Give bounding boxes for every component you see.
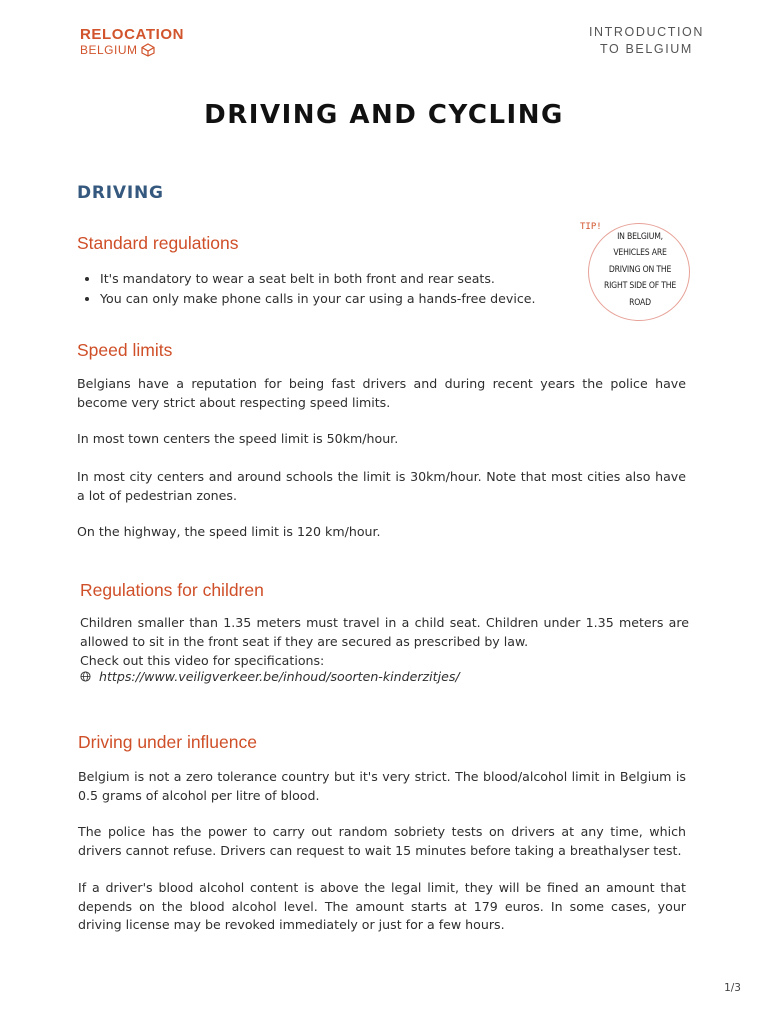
logo-top-text: RELOCATION xyxy=(80,26,185,43)
children-heading: Regulations for children xyxy=(80,580,264,600)
page-number: 1/3 xyxy=(724,982,741,994)
speed-limits-heading: Speed limits xyxy=(77,340,173,360)
speed-limits-paragraph: Belgians have a reputation for being fast drivers and during recent years the police have become very strict about respecting speed limits. xyxy=(77,376,686,410)
logo-cube-icon xyxy=(141,43,155,57)
influence-paragraph: If a driver's blood alcohol content is above the legal limit, they will be fined an amount that depends on the blood alcohol level. The amount starts at 179 euros. In some cases, your driving license may be revoked immediately or just for a few hours. xyxy=(78,880,686,933)
speed-limits-paragraph: In most city centers and around schools the limit is 30km/hour. Note that most cities also have a lot of pedestrian zones. xyxy=(77,469,686,503)
children-link-row[interactable] xyxy=(80,669,460,684)
logo xyxy=(80,27,184,57)
children-video-link[interactable]: https://www.veiligverkeer.be/inhoud/soorten-kinderzitjes/ xyxy=(99,669,460,684)
list-item: • You can only make phone calls in your car using a hands-free device. xyxy=(100,289,570,309)
influence-paragraph: Belgium is not a zero tolerance country but it's very strict. The blood/alcohol limit in Belgium is 0.5 grams of alcohol per litre of blood. xyxy=(78,769,686,803)
header-section-label xyxy=(589,24,704,58)
header-section-line2: TO BELGIUM xyxy=(600,42,693,56)
children-paragraph: Children smaller than 1.35 meters must travel in a child seat. Children under 1.35 meters are allowed to sit in the front seat if they are secured as prescribed by law. xyxy=(80,615,689,649)
logo-bottom-text: BELGIUM xyxy=(80,43,138,57)
tip-text: IN BELGIUM, VEHICLES ARE DRIVING ON THE RIGHT SIDE OF THE ROAD xyxy=(603,232,677,308)
speed-limits-paragraph: In most town centers the speed limit is 50km/hour. xyxy=(77,431,399,446)
globe-icon xyxy=(80,671,91,682)
standard-regulations-list xyxy=(86,269,570,308)
section-title: DRIVING xyxy=(77,183,164,203)
speed-limits-paragraph: On the highway, the speed limit is 120 km/hour. xyxy=(77,524,381,539)
logo-bottom-line xyxy=(80,43,184,57)
standard-regulations-heading: Standard regulations xyxy=(77,233,239,253)
tip-label: TIP! xyxy=(580,222,602,232)
influence-heading: Driving under influence xyxy=(78,732,257,752)
children-check-line: Check out this video for specifications: xyxy=(80,653,325,668)
list-item: • It's mandatory to wear a seat belt in both front and rear seats. xyxy=(100,269,570,289)
header-section-line1: INTRODUCTION xyxy=(588,25,704,39)
influence-paragraph: The police has the power to carry out random sobriety tests on drivers at any time, which drivers cannot refuse. Drivers can request to wait 15 minutes before taking a breathalyser test. xyxy=(78,824,686,858)
page-title: DRIVING AND CYCLING xyxy=(204,100,564,130)
